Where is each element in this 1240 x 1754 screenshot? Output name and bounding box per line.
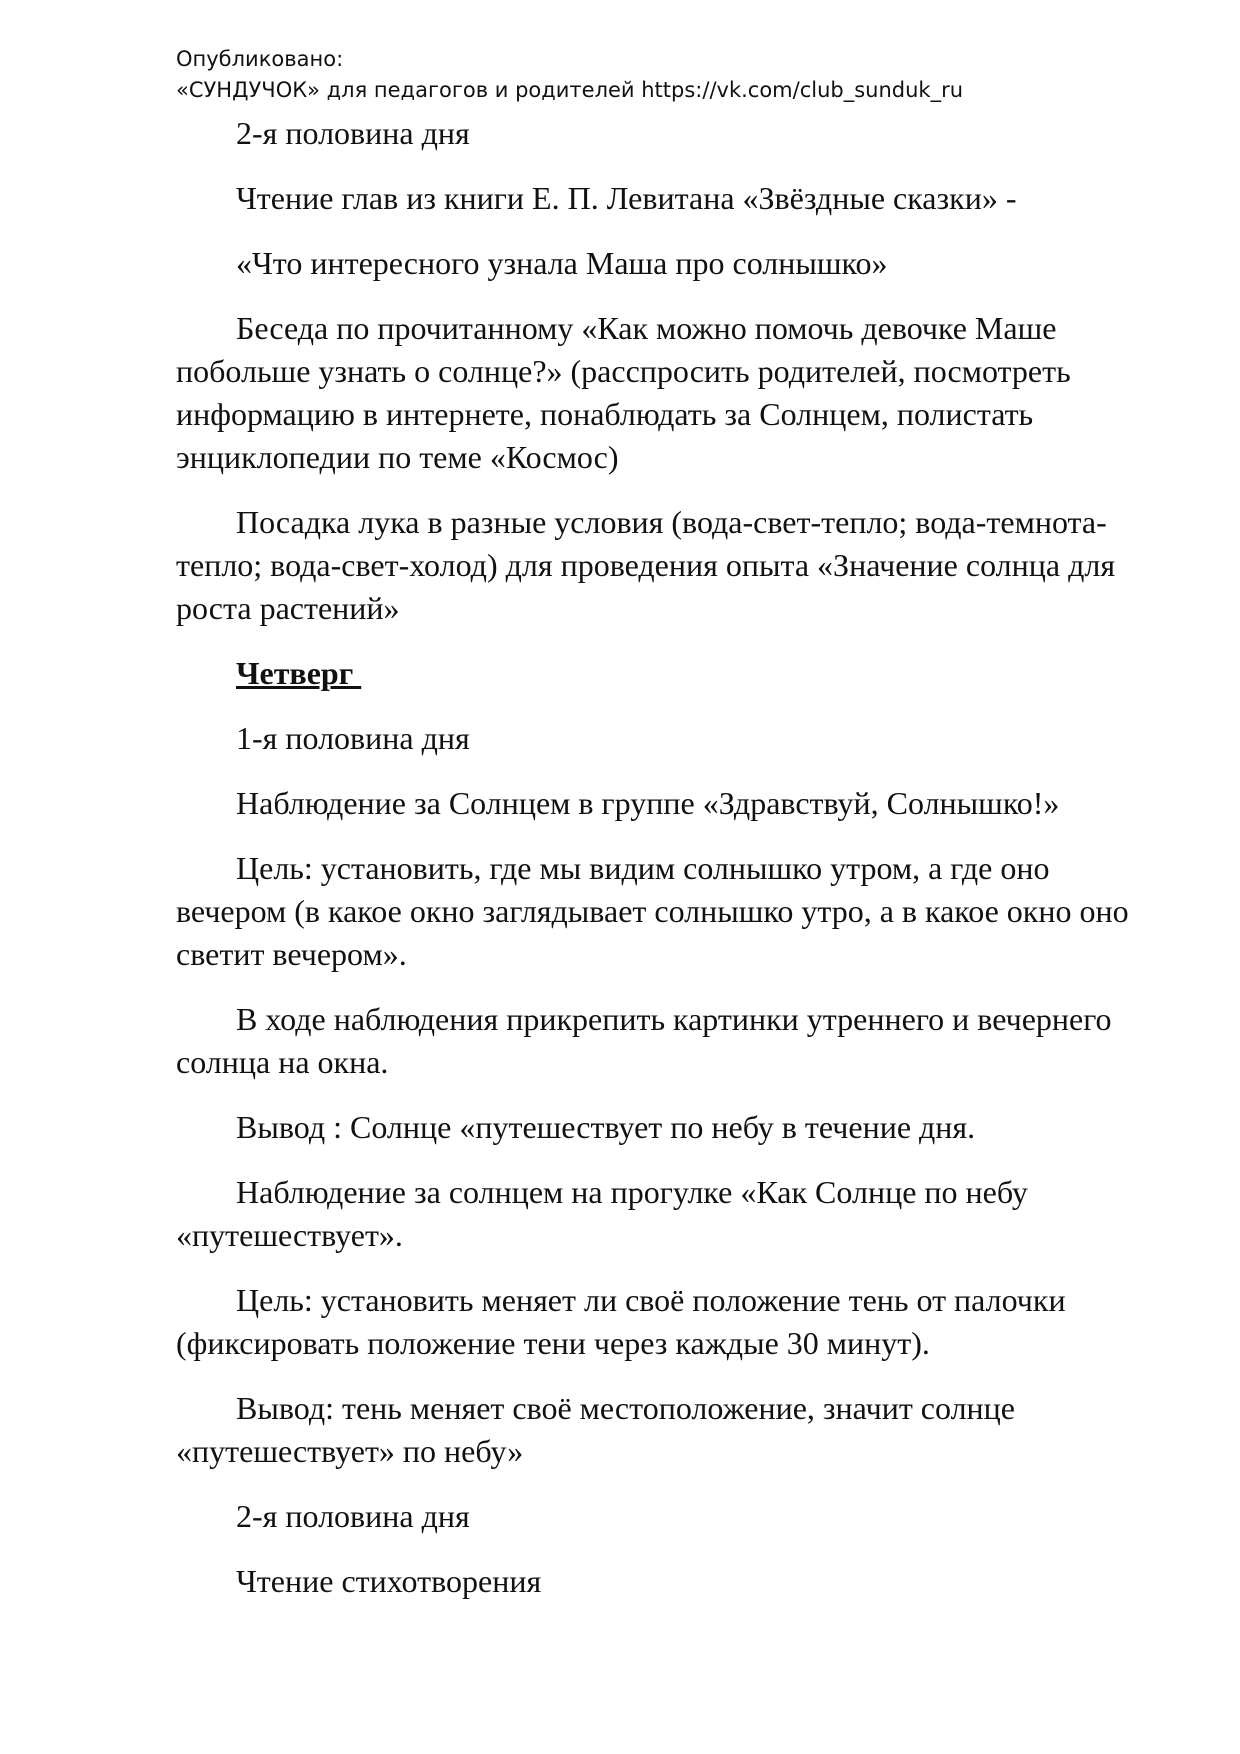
paragraph-conclusion-1: Вывод : Солнце «путешествует по небу в течение дня. (236, 1109, 976, 1145)
paragraph-observation-group: Наблюдение за Солнцем в группе «Здравствуй, Солнышко!» (236, 785, 1060, 821)
header-published-label: Опубликовано: (176, 47, 344, 71)
paragraph-goal-2: Цель: установить меняет ли своё положение тень от палочки (фиксировать положение тени через каждые 30 минут). (176, 1282, 1066, 1361)
publication-header (176, 44, 1176, 106)
paragraph-onion-planting: Посадка лука в разные условия (вода-свет-тепло; вода-темнота-тепло; вода-свет-холод) для проведения опыта «Значение солнца для роста растений» (176, 504, 1116, 626)
paragraph-reading-levitan: Чтение глав из книги Е. П. Левитана «Звёздные сказки» - (236, 180, 1017, 216)
paragraph-afternoon-1: 2-я половина дня (236, 115, 470, 151)
paragraph-masha-sun: «Что интересного узнала Маша про солнышко» (236, 245, 888, 281)
paragraph-poem-reading: Чтение стихотворения (236, 1563, 542, 1599)
paragraph-morning: 1-я половина дня (236, 720, 470, 756)
paragraph-discussion: Беседа по прочитанному «Как можно помочь девочке Маше побольше узнать о солнце?» (расспросить родителей, посмотреть информацию в интернете, понаблюдать за Солнцем, полистать энциклопедии по теме «Космос) (176, 310, 1071, 475)
paragraph-conclusion-2: Вывод: тень меняет своё местоположение, значит солнце «путешествует» по небу» (176, 1390, 1015, 1469)
paragraph-afternoon-2: 2-я половина дня (236, 1498, 470, 1534)
paragraph-pictures: В ходе наблюдения прикрепить картинки утреннего и вечернего солнца на окна. (176, 1001, 1112, 1080)
document-body (176, 112, 1156, 1625)
heading-thursday: Четверг (236, 655, 362, 691)
paragraph-goal-1: Цель: установить, где мы видим солнышко утром, а где оно вечером (в какое окно заглядывает солнышко утро, а в какое окно оно светит вечером». (176, 850, 1129, 972)
paragraph-observation-walk: Наблюдение за солнцем на прогулке «Как Солнце по небу «путешествует». (176, 1174, 1028, 1253)
header-source-line: «СУНДУЧОК» для педагогов и родителей https://vk.com/club_sunduk_ru (176, 78, 964, 102)
